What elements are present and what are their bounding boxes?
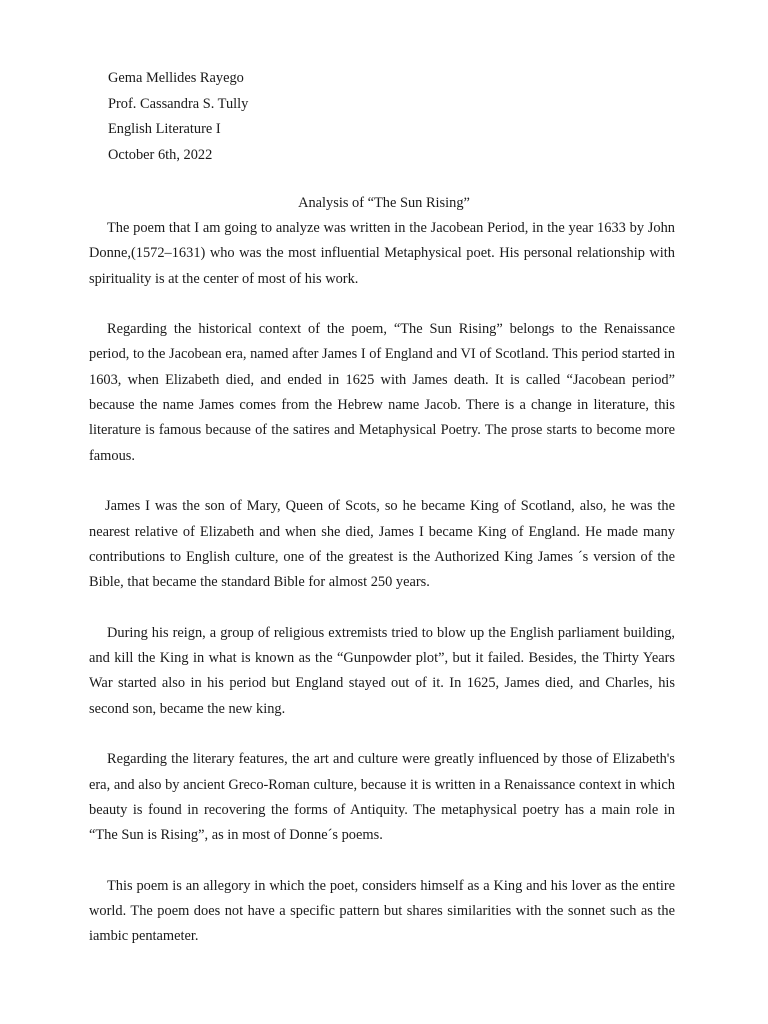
paragraph-historical-context: Regarding the historical context of the poem, “The Sun Rising” belongs to the Renaissance period, to the Jacobean era, named after James I of England and VI of Scotland. This period started in 1603, when Elizabeth died, and ended in 1625 with James death. It is called “Jacobean period” because the name James comes from the Hebrew name Jacob. There is a change in literature, this literature is famous because of the satires and Metaphysical Poetry. The prose starts to become more famous. [89, 321, 675, 464]
essay-body [89, 216, 675, 975]
paragraph-allegory: This poem is an allegory in which the poet, considers himself as a King and his lover as the entire world. The poem does not have a specific pattern but shares similarities with the sonnet such as the iambic pentameter. [89, 877, 675, 945]
essay-header [108, 66, 248, 168]
essay-title: Analysis of “The Sun Rising” [298, 195, 470, 211]
course-name: English Literature I [108, 121, 221, 137]
essay-date: October 6th, 2022 [108, 146, 213, 163]
professor-name: Prof. Cassandra S. Tully [108, 95, 249, 112]
paragraph-gunpowder-plot: During his reign, a group of religious extremists tried to blow up the English parliament building, and kill the King in what is known as the “Gunpowder plot”, but it failed. Besides, the Thirty Years War started also in his period but England stayed out of it. In 1625, James died, and Charles, his second son, became the new king. [89, 624, 675, 717]
paragraph-literary-features: Regarding the literary features, the art and culture were greatly influenced by those of Elizabeth's era, and also by ancient Greco-Roman culture, because it is written in a Renaissance context in which beauty is found in recovering the forms of Antiquity. The metaphysical poetry has a main role in “The Sun is Rising”, as in most of Donne´s poems. [89, 751, 675, 844]
paragraph-james-i: James I was the son of Mary, Queen of Scots, so he became King of Scotland, also, he was the nearest relative of Elizabeth and when she died, James I became King of England. He made many contributions to English culture, one of the greatest is the Authorized King James ´s version of the Bible, that became the standard Bible for almost 250 years. [89, 498, 675, 591]
author-name: Gema Mellides Rayego [108, 70, 244, 86]
paragraph-introduction: The poem that I am going to analyze was written in the Jacobean Period, in the year 1633 by John Donne,(1572–1631) who was the most influential Metaphysical poet. His personal relationship with spirituality is at the center of most of his work. [89, 220, 675, 287]
